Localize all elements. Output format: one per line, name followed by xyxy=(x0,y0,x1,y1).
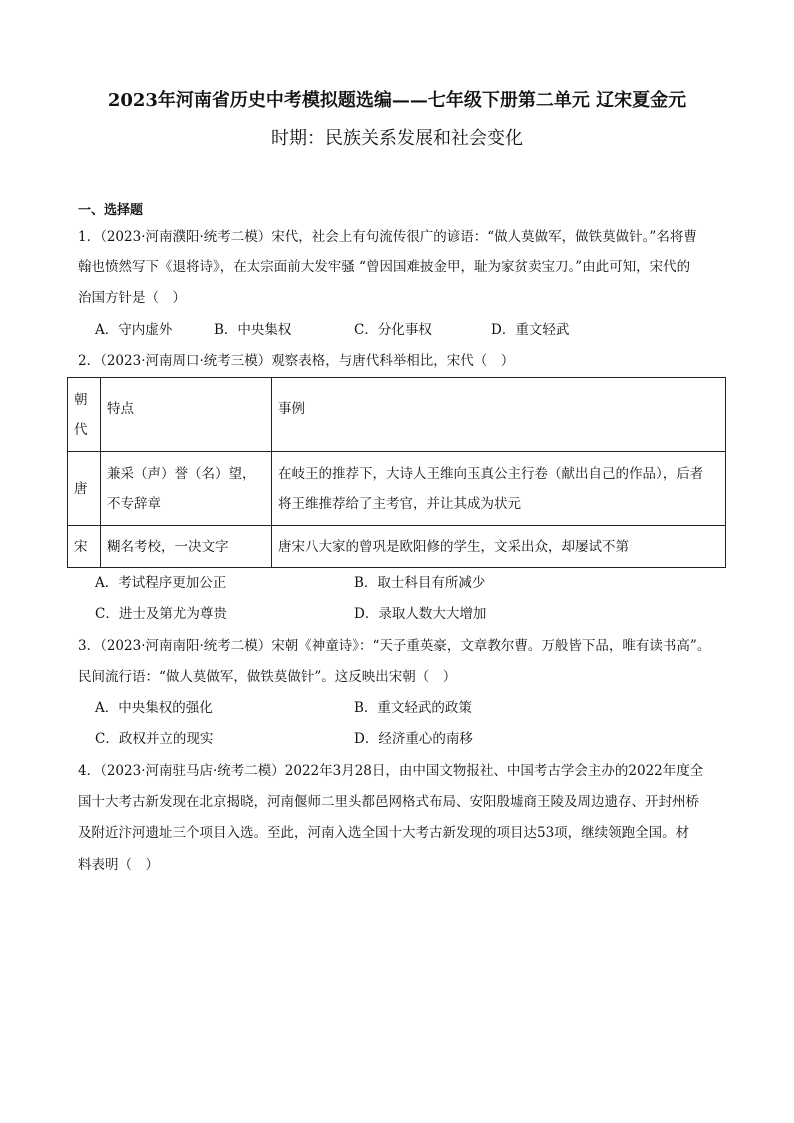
q4-stem-line3: 及附近汴河遗址三个项目入选。至此，河南入选全国十大考古新发现的项目达53项，继续领跑全国。材 xyxy=(78,825,690,841)
table-header-dynasty: 朝代 xyxy=(68,378,101,452)
q4-stem-line2: 国十大考古新发现在北京揭晓，河南偃师二里头都邑网格式布局、安阳殷墟商王陵及周边遗存、开封州桥 xyxy=(78,794,699,810)
table-cell-feature: 兼采（声）誉（名）望，不专辞章 xyxy=(101,452,272,526)
q3-stem-line1: 3．（2023·河南南阳·统考二模）宋朝《神童诗》：“天子重英豪，文章教尔曹。万般皆下品，唯有读书高”。 xyxy=(78,638,711,654)
table-cell-dynasty: 宋 xyxy=(68,526,101,568)
q2-option-b: B．取士科目有所减少 xyxy=(354,575,486,591)
q1-option-a: A．守内虚外 xyxy=(95,322,173,338)
q4-stem-line4: 料表明（ ） xyxy=(78,857,159,873)
table-cell-example xyxy=(272,452,726,526)
q4-stem-line1: 4．（2023·河南驻马店·统考二模）2022年3月28日，由中国文物报社、中国考古学会主办的2022年度全 xyxy=(78,763,704,779)
q2-table xyxy=(67,377,726,568)
section-heading: 一、选择题 xyxy=(78,203,144,218)
q1-option-c: C．分化事权 xyxy=(354,322,432,338)
q3-option-b: B．重文轻武的政策 xyxy=(354,700,472,716)
q1-stem-line2: 翰也愤然写下《退将诗》，在太宗面前大发牢骚 “曾因国难披金甲，耻为家贫卖宝刀。”由此可知，宋代的 xyxy=(78,259,691,275)
table-cell-example-line2: 将王维推荐给了主考官，并让其成为状元 xyxy=(278,495,521,512)
table-header-feature: 特点 xyxy=(101,378,272,452)
table-row xyxy=(68,452,726,526)
q1-option-b: B．中央集权 xyxy=(214,322,292,338)
q1-stem-line3: 治国方针是（ ） xyxy=(78,290,186,306)
q1-stem-line1: 1．（2023·河南濮阳·统考二模）宋代，社会上有句流传很广的谚语：“做人莫做军，做铁莫做针。”名将曹 xyxy=(78,229,697,245)
table-header-example: 事例 xyxy=(272,378,726,452)
q3-stem-line2: 民间流行语：“做人莫做军，做铁莫做针”。这反映出宋朝（ ） xyxy=(78,669,457,685)
table-cell-feature: 糊名考校，一决文字 xyxy=(101,526,272,568)
table-header-row xyxy=(68,378,726,452)
q2-option-d: D．录取人数大大增加 xyxy=(354,606,487,622)
q3-option-d: D．经济重心的南移 xyxy=(354,731,473,747)
q2-option-a: A．考试程序更加公正 xyxy=(95,575,227,591)
q1-option-d: D．重文轻武 xyxy=(491,322,570,338)
table-cell-example-line1: 在岐王的推荐下，大诗人王维向玉真公主行卷（献出自己的作品），后者 xyxy=(278,465,704,482)
q3-option-a: A．中央集权的强化 xyxy=(95,700,213,716)
table-cell-example: 唐宋八大家的曾巩是欧阳修的学生，文采出众，却屡试不第 xyxy=(272,526,726,568)
table-row xyxy=(68,526,726,568)
document-title: 2023年河南省历史中考模拟题选编——七年级下册第二单元 辽宋夏金元 xyxy=(107,90,687,111)
table-cell-dynasty: 唐 xyxy=(68,452,101,526)
document-subtitle: 时期：民族关系发展和社会变化 xyxy=(271,128,523,149)
q2-stem: 2．（2023·河南周口·统考三模）观察表格，与唐代科举相比，宋代（ ） xyxy=(78,353,515,369)
q3-option-c: C．政权并立的现实 xyxy=(95,731,214,747)
q2-option-c: C．进士及第尤为尊贵 xyxy=(95,606,227,622)
